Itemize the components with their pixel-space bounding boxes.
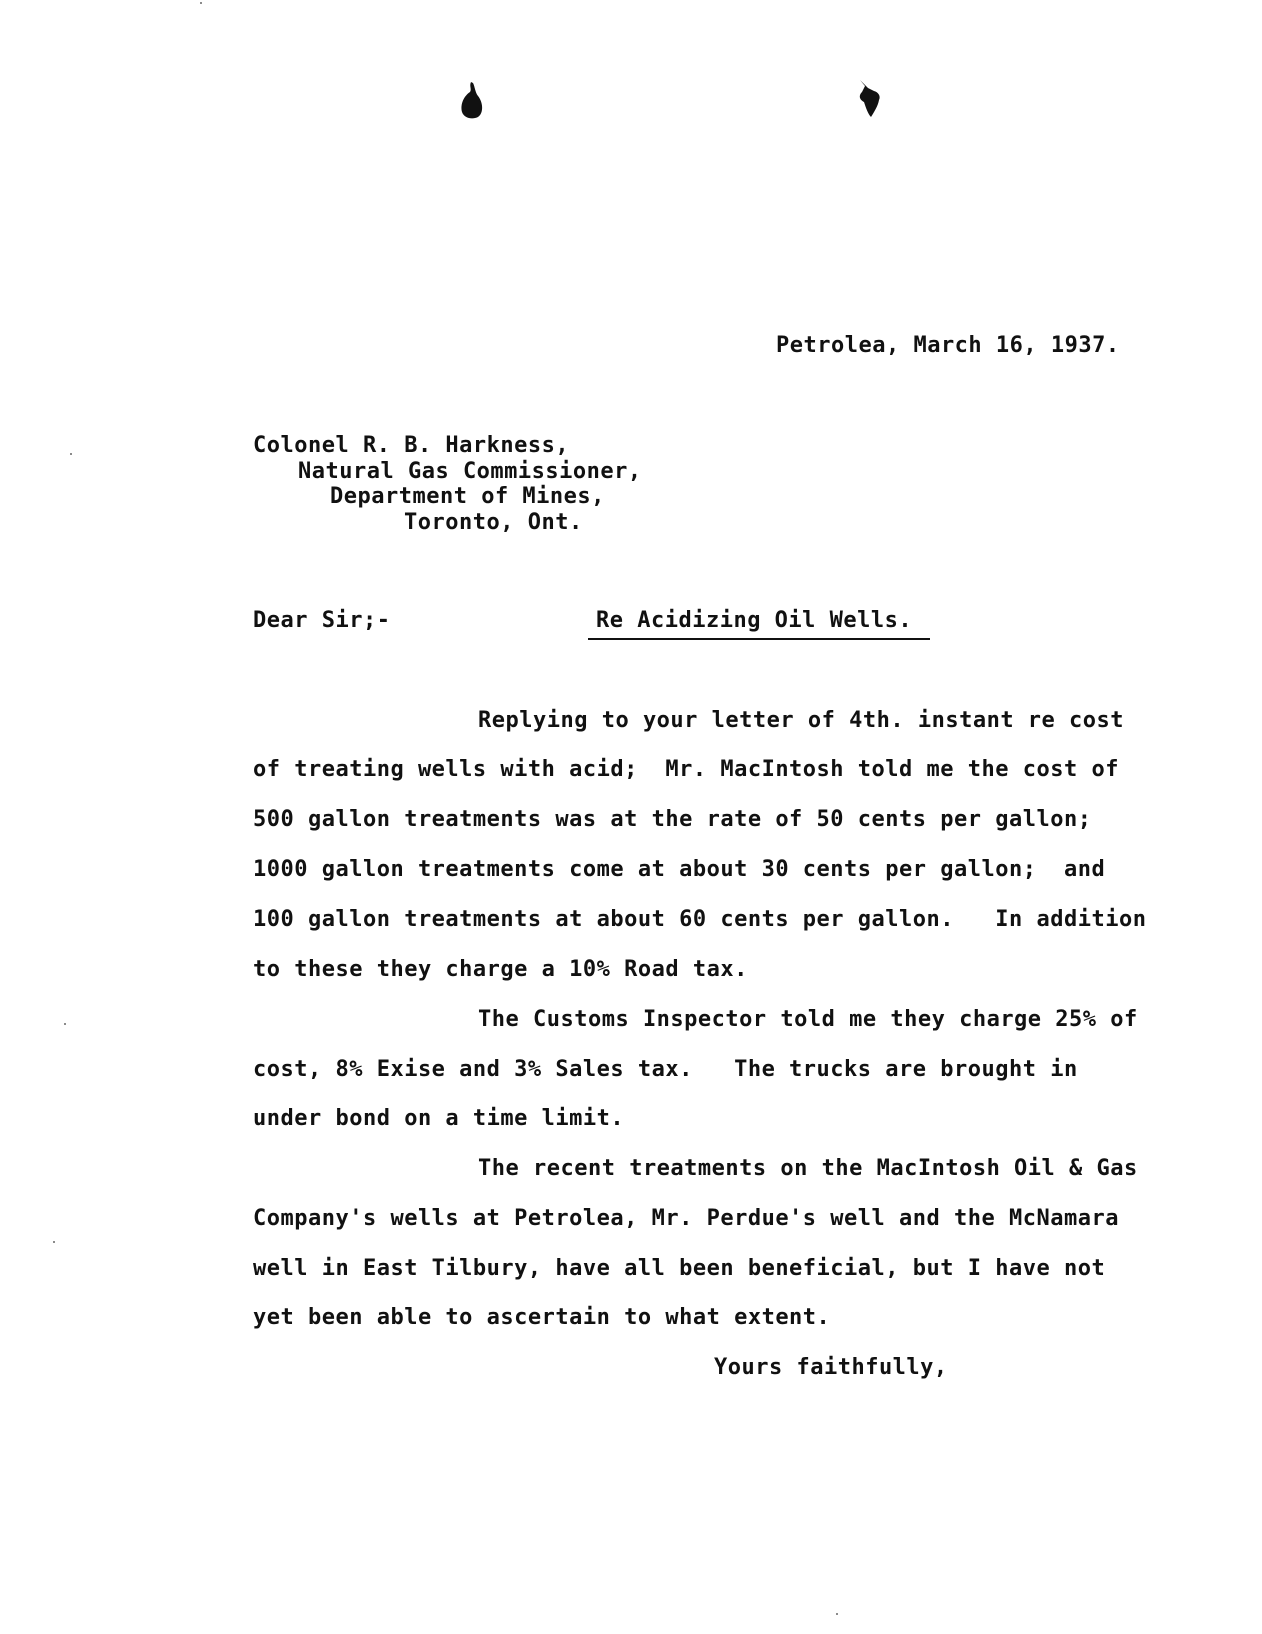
body-line: under bond on a time limit. — [253, 1106, 625, 1131]
recipient-department: Department of Mines, — [330, 484, 605, 509]
body-line: cost, 8% Exise and 3% Sales tax. The trucks are brought in — [253, 1057, 1078, 1082]
body-line: The Customs Inspector told me they charge 25% of — [478, 1007, 1138, 1032]
paper-speck — [53, 1241, 55, 1243]
body-line: 100 gallon treatments at about 60 cents per gallon. In addition — [253, 907, 1147, 932]
ink-mark-left — [458, 80, 484, 120]
body-line: 1000 gallon treatments come at about 30 cents per gallon; and — [253, 857, 1106, 882]
dateline: Petrolea, March 16, 1937. — [776, 333, 1120, 358]
paper-speck — [836, 1613, 838, 1615]
recipient-name: Colonel R. B. Harkness, — [253, 433, 570, 458]
recipient-title: Natural Gas Commissioner, — [298, 459, 642, 484]
body-line: Company's wells at Petrolea, Mr. Perdue's well and the McNamara — [253, 1206, 1119, 1231]
paper-speck — [64, 1023, 66, 1025]
recipient-city: Toronto, Ont. — [404, 510, 583, 535]
body-line: 500 gallon treatments was at the rate of 50 cents per gallon; — [253, 807, 1092, 832]
subject-line: Re Acidizing Oil Wells. — [588, 608, 930, 640]
paper-speck — [200, 2, 202, 4]
salutation: Dear Sir;- — [253, 608, 391, 633]
body-line: of treating wells with acid; Mr. MacIntosh told me the cost of — [253, 757, 1119, 782]
body-line: to these they charge a 10% Road tax. — [253, 957, 748, 982]
body-line: The recent treatments on the MacIntosh Oil & Gas — [478, 1156, 1138, 1181]
body-line: yet been able to ascertain to what extent. — [253, 1305, 831, 1330]
ink-mark-right — [856, 78, 882, 118]
closing: Yours faithfully, — [714, 1355, 948, 1380]
paper-speck — [70, 453, 72, 455]
body-line: Replying to your letter of 4th. instant re cost — [478, 708, 1125, 733]
body-line: well in East Tilbury, have all been beneficial, but I have not — [253, 1256, 1106, 1281]
